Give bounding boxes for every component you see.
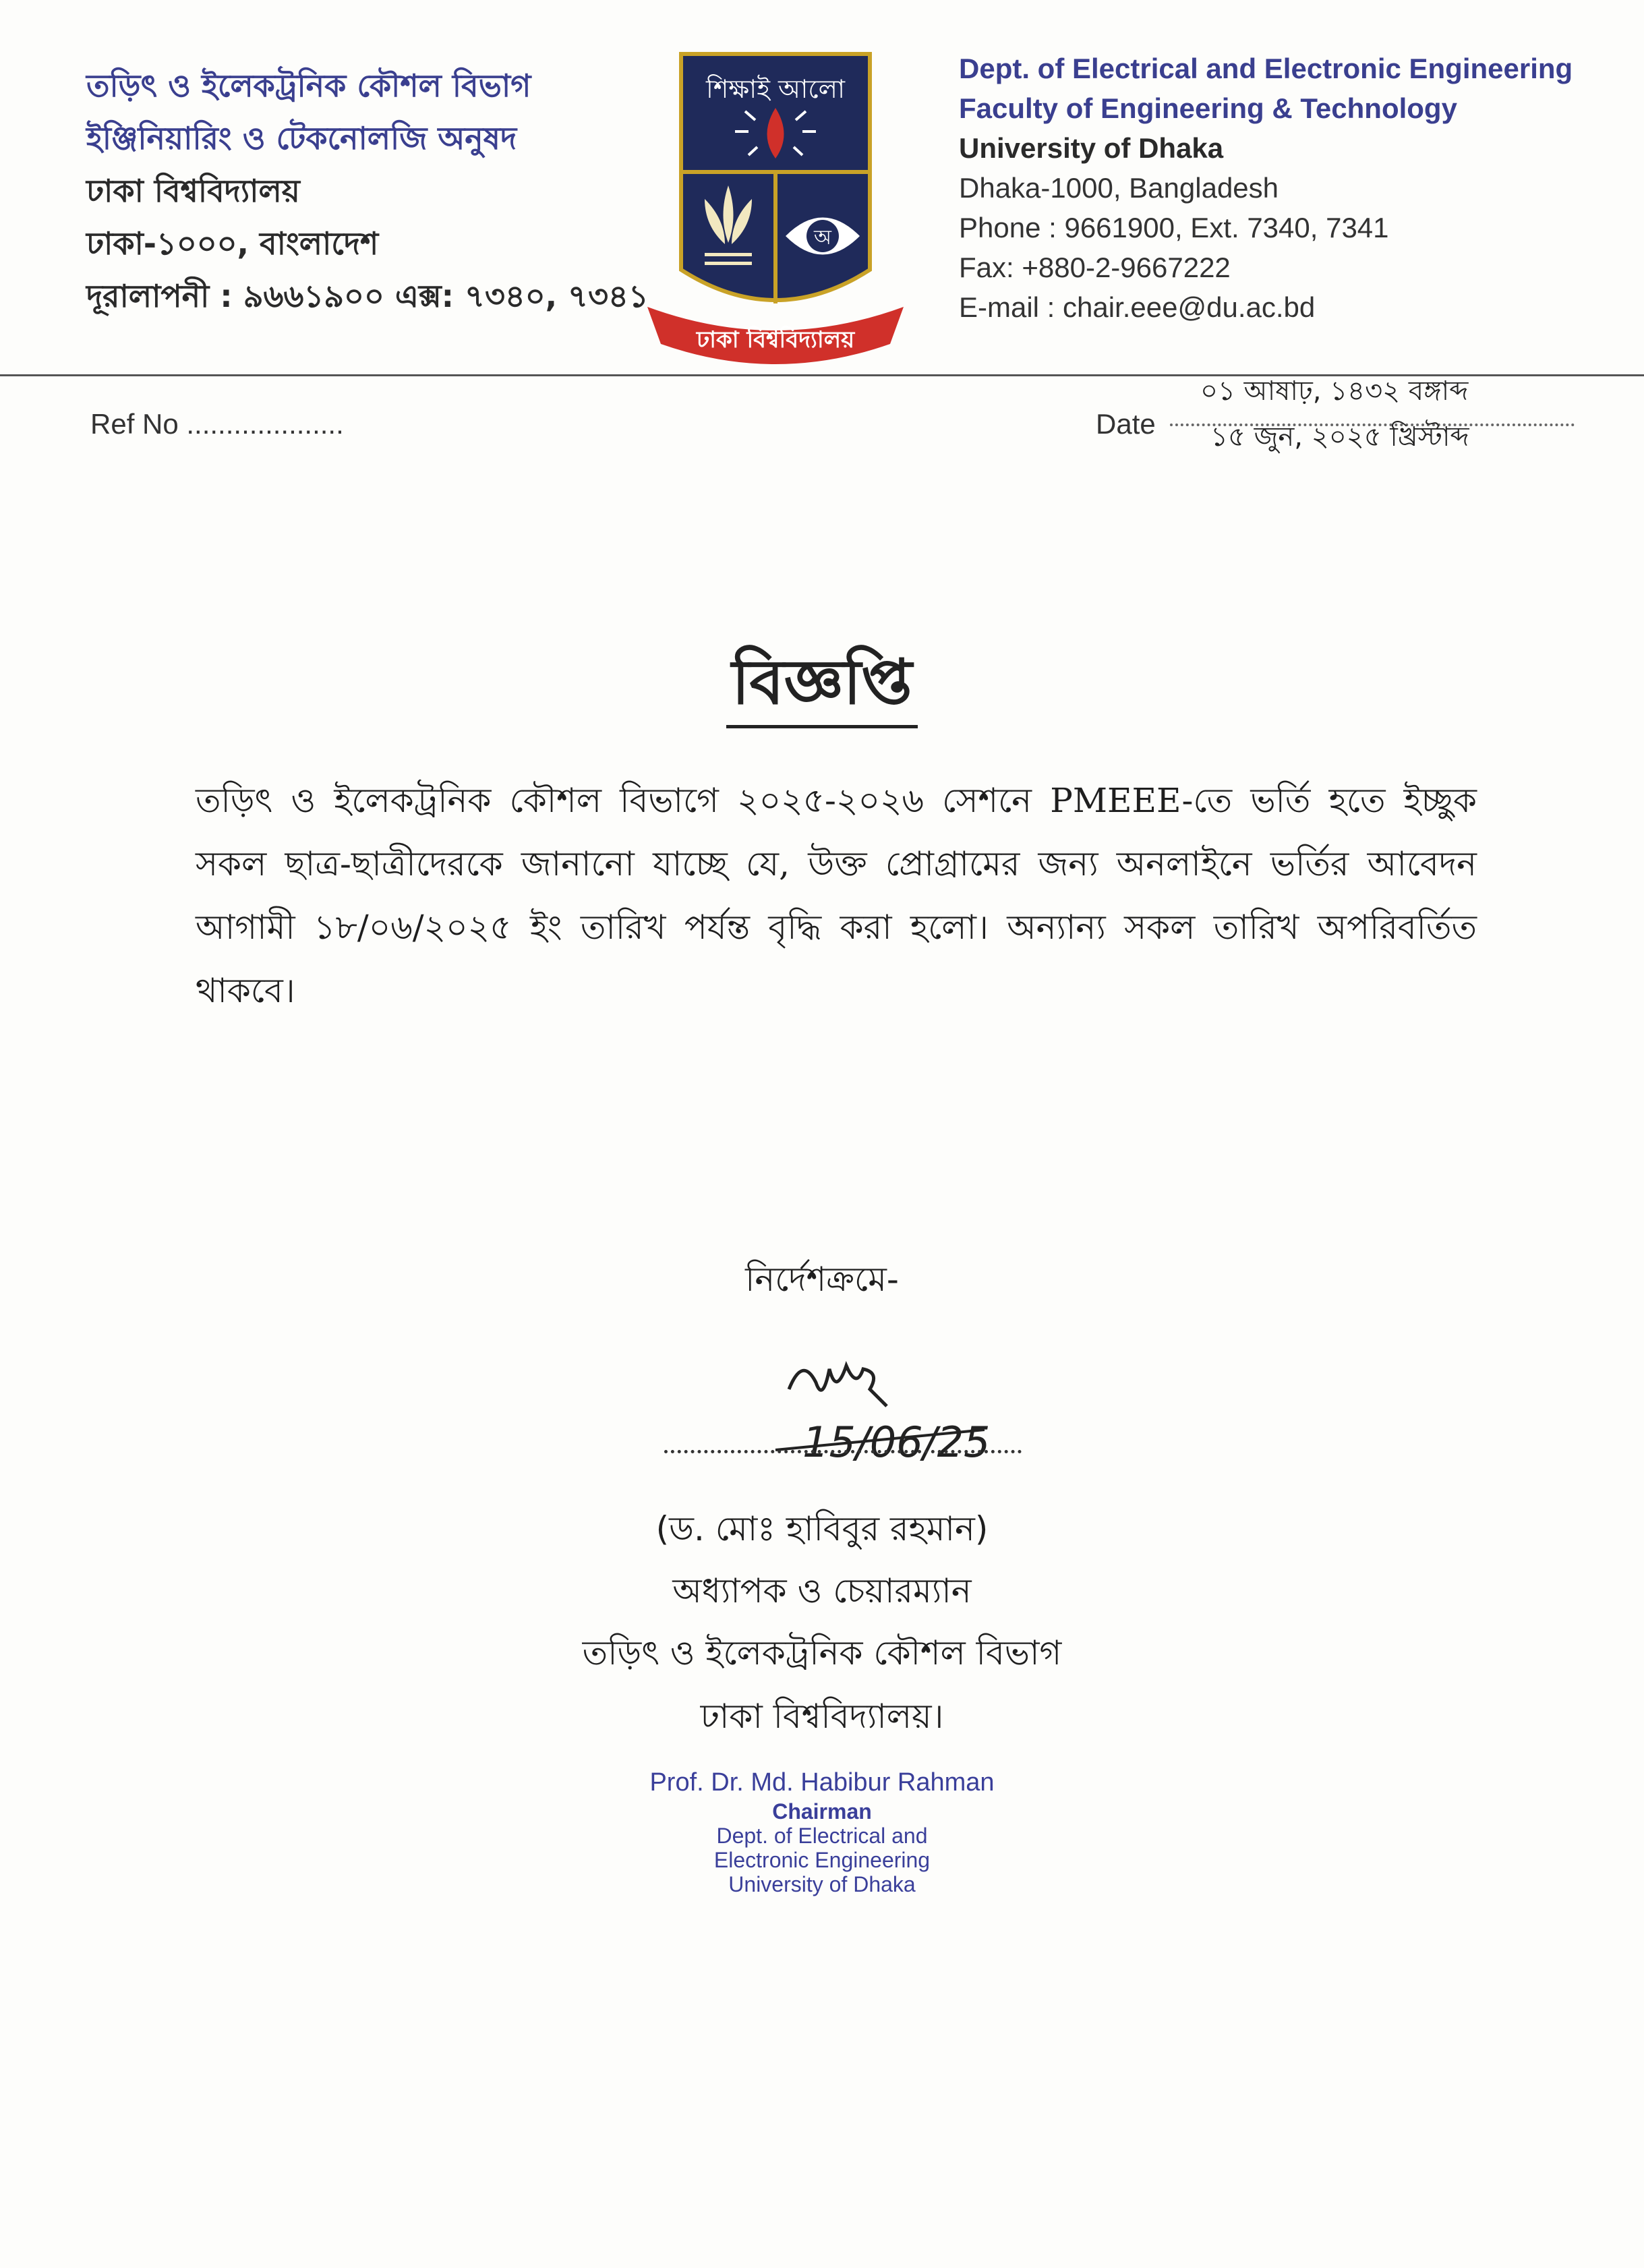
by-order: নির্দেশক্রমে- (745, 1260, 899, 1299)
logo-ribbon-text: ঢাকা বিশ্ববিদ্যালয় (696, 326, 855, 353)
signatory-university: ঢাকা বিশ্ববিদ্যালয়। (700, 1697, 944, 1736)
faculty-name-bn: ইঞ্জিনিয়ারিং ও টেকনোলজি অনুষদ (86, 120, 517, 156)
stamp-name: Prof. Dr. Md. Habibur Rahman (649, 1768, 995, 1797)
stamp-dept-line2: Electronic Engineering (713, 1848, 931, 1872)
letterhead-english (959, 49, 1633, 327)
university-name-bn: ঢাকা বিশ্ববিদ্যালয় (86, 173, 300, 209)
letterhead-bangla (86, 59, 649, 322)
signatory-designation: অধ্যাপক ও চেয়ারম্যান (672, 1571, 972, 1610)
stamp-dept-line1: Dept. of Electrical and (716, 1824, 928, 1848)
phone-en: Phone : 9661900, Ext. 7340, 7341 (959, 212, 1389, 243)
dept-name-en: Dept. of Electrical and Electronic Engineering (959, 53, 1573, 84)
signature-dotted-line (664, 1450, 1022, 1453)
fax-en: Fax: +880-2-9667222 (959, 252, 1231, 283)
faculty-name-en: Faculty of Engineering & Technology (959, 92, 1457, 124)
signatory-name: (ড. মোঃ হাবিবুর রহমান) (655, 1509, 989, 1548)
date-bangla: ০১ আষাঢ়, ১৪৩২ বঙ্গাব্দ (1200, 376, 1469, 407)
stamp-university: University of Dhaka (728, 1872, 916, 1896)
ref-no: Ref No .................... (90, 408, 344, 440)
stamp-title: Chairman (772, 1799, 872, 1824)
university-name-en: University of Dhaka (959, 132, 1224, 164)
handwritten-signature (762, 1349, 1018, 1484)
notice-title-text: বিজ্ঞপ্তি (726, 646, 918, 728)
notice-body: তড়িৎ ও ইলেকট্রনিক কৌশল বিভাগে ২০২৫-২০২৬ সেশনে PMEEE-তে ভর্তি হতে ইচ্ছুক সকল ছাত্র-ছাত্রীদেরকে জানানো যাচ্ছে যে, উক্ত প্রোগ্রামের জন্য অনলাইনে ভর্তির আবেদন আগামী ১৮/০৬/২০২৫ ইং তারিখ পর্যন্ত বৃদ্ধি করা হলো। অন্যান্য সকল তারিখ অপরিবর্তিত থাকবে। (196, 781, 1477, 1010)
dept-name-bn: তড়িৎ ও ইলেকট্রনিক কৌশল বিভাগ (86, 67, 531, 104)
signature-date: 15/06/25 (802, 1418, 991, 1467)
date-label: Date (1096, 408, 1156, 440)
logo-motto: শিক্ষাই আলো (706, 74, 845, 104)
address-bn: ঢাকা-১০০০, বাংলাদেশ (86, 225, 379, 262)
address-en: Dhaka-1000, Bangladesh (959, 172, 1279, 204)
signatory-department: তড়িৎ ও ইলেকট্রনিক কৌশল বিভাগ (582, 1633, 1062, 1673)
notice-title (0, 634, 1644, 738)
logo-letter: অ (814, 226, 831, 250)
date-gregorian: ১৫ জুন, ২০২৫ খ্রিস্টাব্দ (1210, 421, 1469, 453)
phone-bn: দূরালাপনী : ৯৬৬১৯০০ এক্স: ৭৩৪০, ৭৩৪১ (86, 278, 649, 314)
email-en: E-mail : chair.eee@du.ac.bd (959, 291, 1316, 323)
university-logo (647, 47, 904, 371)
